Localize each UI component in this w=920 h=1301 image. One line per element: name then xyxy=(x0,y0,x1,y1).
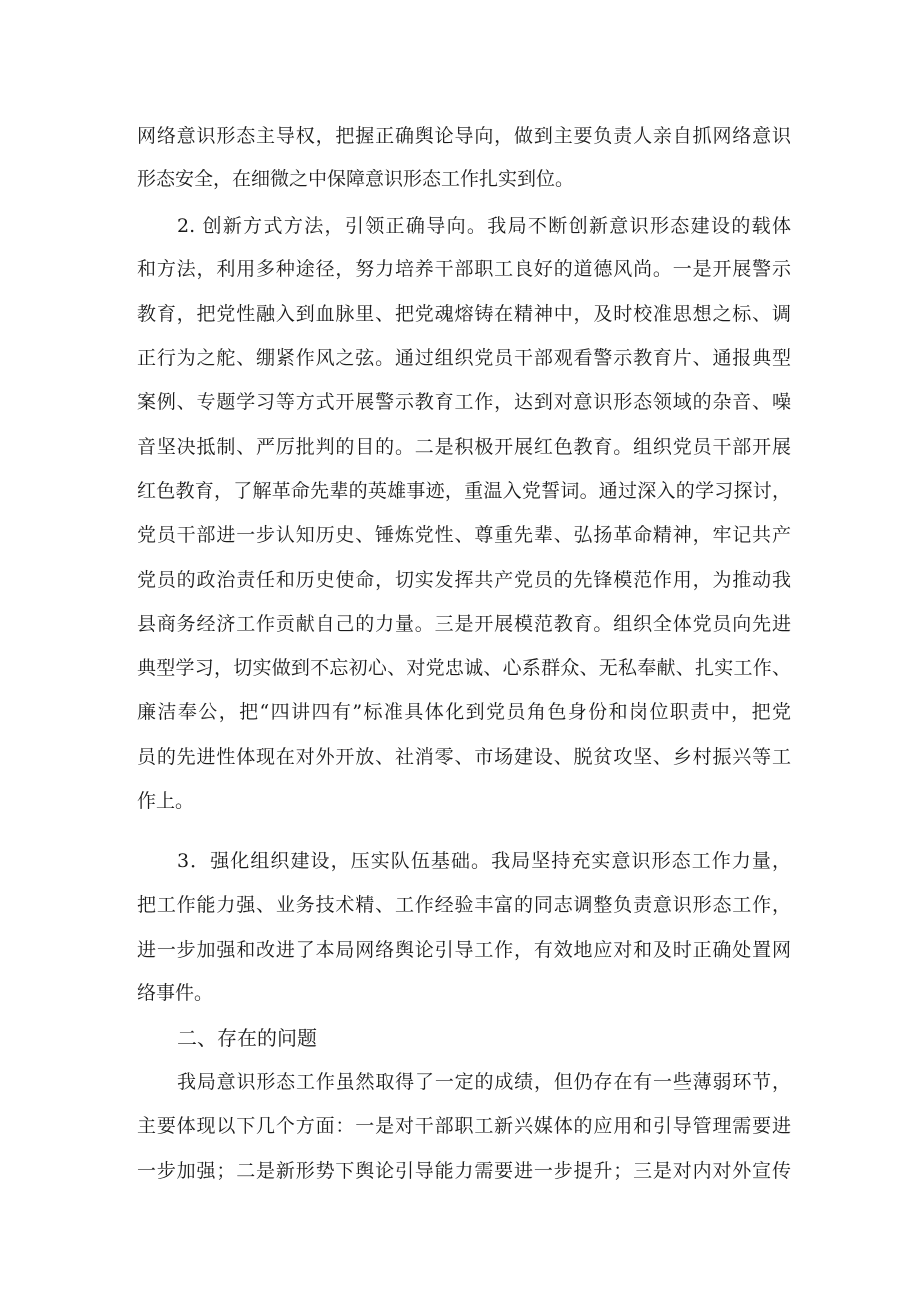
paragraph-line: 我局意识形态工作虽然取得了一定的成绩，但仍存在有一些薄弱环节， xyxy=(177,1071,791,1093)
paragraph-line: 和方法，利用多种途径，努力培养干部职工良好的道德风尚。一是开展警示 xyxy=(137,258,791,280)
paragraph-line: 主要体现以下几个方面：一是对干部职工新兴媒体的应用和引导管理需要进 xyxy=(137,1115,791,1137)
paragraph-line: 网络意识形态主导权，把握正确舆论导向，做到主要负责人亲自抓网络意识 xyxy=(137,125,791,147)
paragraph-line: 一步加强；二是新形势下舆论引导能力需要进一步提升；三是对内对外宣传 xyxy=(137,1160,791,1182)
paragraph-line: 党员的政治责任和历史使命，切实发挥共产党员的先锋模范作用，为推动我 xyxy=(137,569,791,591)
paragraph-line: 党员干部进一步认知历史、锤炼党性、尊重先辈、弘扬革命精神，牢记共产 xyxy=(137,524,791,546)
paragraph-line: 正行为之舵、绷紧作风之弦。通过组织党员干部观看警示教育片、通报典型 xyxy=(137,347,791,369)
paragraph-line: 进一步加强和改进了本局网络舆论引导工作，有效地应对和及时正确处置网 xyxy=(137,939,791,961)
paragraph-line: 形态安全，在细微之中保障意识形态工作扎实到位。 xyxy=(137,168,575,190)
paragraph-line: 案例、专题学习等方式开展警示教育工作，达到对意识形态领域的杂音、噪 xyxy=(137,391,791,413)
paragraph-line: 县商务经济工作贡献自己的力量。三是开展模范教育。组织全体党员向先进 xyxy=(137,613,791,635)
paragraph-line: 2. 创新方式方法，引领正确导向。我局不断创新意识形态建设的载体 xyxy=(177,215,791,237)
section-heading: 二、存在的问题 xyxy=(177,1026,317,1050)
paragraph-line: 作上。 xyxy=(137,790,195,812)
paragraph-line: 红色教育，了解革命先辈的英雄事迹，重温入党誓词。通过深入的学习探讨， xyxy=(137,480,791,502)
paragraph-line: 3．强化组织建设，压实队伍基础。我局坚持充实意识形态工作力量， xyxy=(177,850,791,872)
paragraph-line: 络事件。 xyxy=(137,982,214,1004)
paragraph-line: 教育，把党性融入到血脉里、把党魂熔铸在精神中，及时校准思想之标、调 xyxy=(137,303,791,325)
paragraph-line: 员的先进性体现在对外开放、社消零、市场建设、脱贫攻坚、乡村振兴等工 xyxy=(137,746,791,768)
paragraph-line: 廉洁奉公，把“四讲四有”标准具体化到党员角色身份和岗位职责中，把党 xyxy=(137,701,791,723)
paragraph-line: 典型学习，切实做到不忘初心、对党忠诚、心系群众、无私奉献、扎实工作、 xyxy=(137,657,791,679)
paragraph-line: 音坚决抵制、严厉批判的目的。二是积极开展红色教育。组织党员干部开展 xyxy=(137,436,791,458)
paragraph-line: 把工作能力强、业务技术精、工作经验丰富的同志调整负责意识形态工作， xyxy=(137,894,791,916)
